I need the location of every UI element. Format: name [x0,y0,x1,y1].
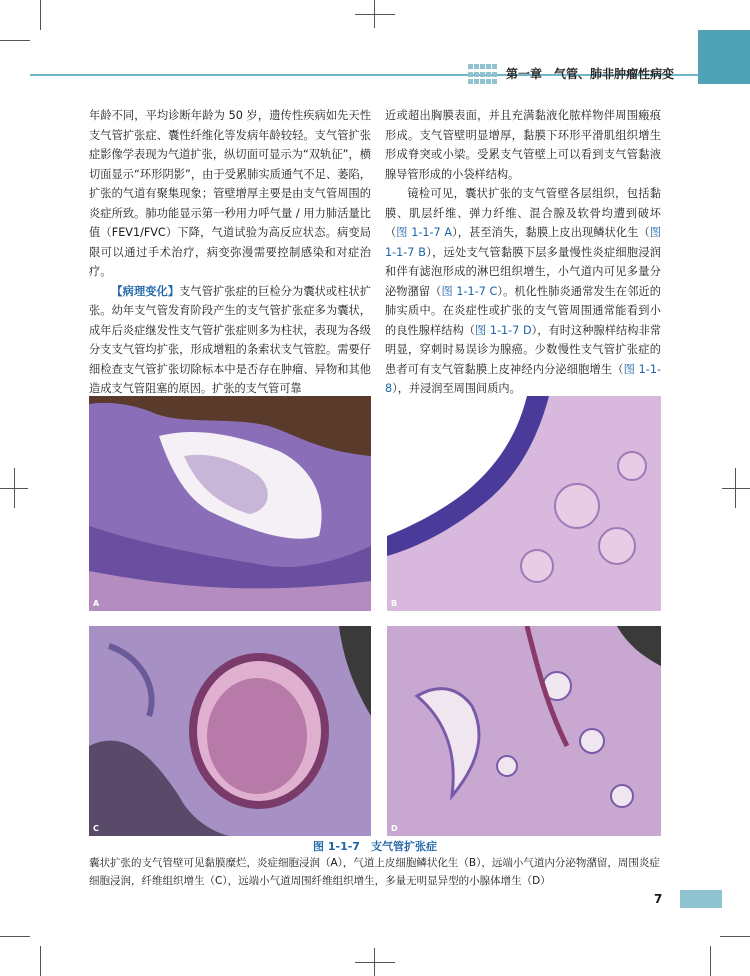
figure-caption-text: 囊状扩张的支气管壁可见黏膜糜烂，炎症细胞浸润（A），气道上皮细胞鳞状化生（B），远端小气道内分泌物潴留，周围炎症细胞浸润，纤维组织增生（C），远端小气道周围纤维组织增生，多量无明显异型的小腺体增生（D） [89,857,660,887]
figure-ref-link[interactable]: 图 1-1-7 D [475,323,532,337]
figure-ref-link[interactable]: 图 1-1-7 C [441,284,498,298]
crop-mark [40,0,41,30]
figure-panel-d [387,626,661,836]
crop-mark [355,14,395,15]
text-column-right [385,106,661,399]
panel-letter: D [391,824,398,833]
crop-mark [14,468,15,508]
crop-mark [0,40,30,41]
panel-letter: A [93,599,100,608]
page-number: 7 [654,892,663,906]
paragraph-text: ），远处支气管黏膜下层多量慢性炎症细胞浸润和伴有滤泡形成的淋巴组织增生，小气道内可见多量分泌物潴留（ [385,245,661,298]
figure-ref-link[interactable]: 图 1-1-7 B [385,226,661,259]
figure-caption-title: 图 1-1-7 支气管扩张症 [313,840,437,853]
figure-ref-link[interactable]: 图 1-1-8 [385,362,661,395]
paragraph [89,282,371,399]
paragraph-text: 镜检可见，囊状扩张的支气管壁各层组织，包括黏膜、肌层纤维、弹力纤维、混合腺及软骨均遭到破坏（ [385,187,661,239]
figure-panel-b [387,396,661,611]
chapter-title: 第一章 气管、肺非肿瘤性病变 [506,67,675,81]
page-number-bar [680,890,722,908]
header-ornament [468,64,498,86]
crop-mark [0,936,30,937]
paragraph-text: ），甚至消失，黏膜上皮出现鳞状化生（ [452,226,650,239]
paragraph-text: ）。机化性肺炎通常发生在邻近的肺实质中。在炎症性或扩张的支气管周围通常能看到小的良性腺样结构（ [385,284,661,337]
paragraph: 年龄不同，平均诊断年龄为 50 岁，遗传性疾病如先天性支气管扩张症、囊性纤维化等发病年龄较轻。支气管扩张症影像学表现为气道扩张，纵切面可显示为“双轨征”，横切面显示“环形阴影”，由于受累肺实质通气不足、萎陷，扩张的气道有聚集现象；管壁增厚主要是由支气管周围的炎症所致。肺功能显示第一秒用力呼气量 / 用力肺活量比值（FEV1/FVC）下降，气道试验为高反应状态。病变局限可以通过手术治疗，病变弥漫需要控制感染和对症治疗。 [89,109,371,278]
panel-letter: B [391,599,398,608]
section-heading: 【病理变化】 [111,284,180,298]
panel-letter: C [93,824,99,833]
chapter-tab [698,30,750,84]
crop-mark [40,946,41,976]
paragraph-text: ），并浸润至周围间质内。 [392,382,521,395]
text-column-left [89,106,371,399]
crop-mark [735,468,736,508]
crop-mark [355,962,395,963]
figure-panel-c [89,626,371,836]
paragraph-text: ），有时这种腺样结构非常明显，穿刺时易误诊为腺癌。少数慢性支气管扩张症的患者可有支气管黏膜上皮神经内分泌细胞增生（ [385,323,662,376]
crop-mark [710,946,711,976]
figure-ref-link[interactable]: 图 1-1-7 A [396,226,452,239]
crop-mark [720,936,750,937]
paragraph-text: 支气管扩张症的巨检分为囊状或柱状扩张。幼年支气管发育阶段产生的支气管扩张症多为囊状，成年后炎症继发性支气管扩张症则多为柱状，表现为各级分支支气管均扩张，形成增粗的条索状支气管腔。需要仔细检查支气管扩张切除标本中是否存在肿瘤、异物和其他造成支气管阻塞的原因。扩张的支气管可靠 [89,284,371,395]
paragraph [385,184,661,399]
paragraph: 近或超出胸膜表面，并且充满黏液化脓样物伴周围瘢痕形成。支气管壁明显增厚，黏膜下环形平滑肌组织增生形成脊突或小梁。受累支气管壁上可以看到支气管黏液腺导管形成的小袋样结构。 [385,109,661,181]
crop-mark [722,488,750,489]
figure-panel-a [89,396,371,611]
